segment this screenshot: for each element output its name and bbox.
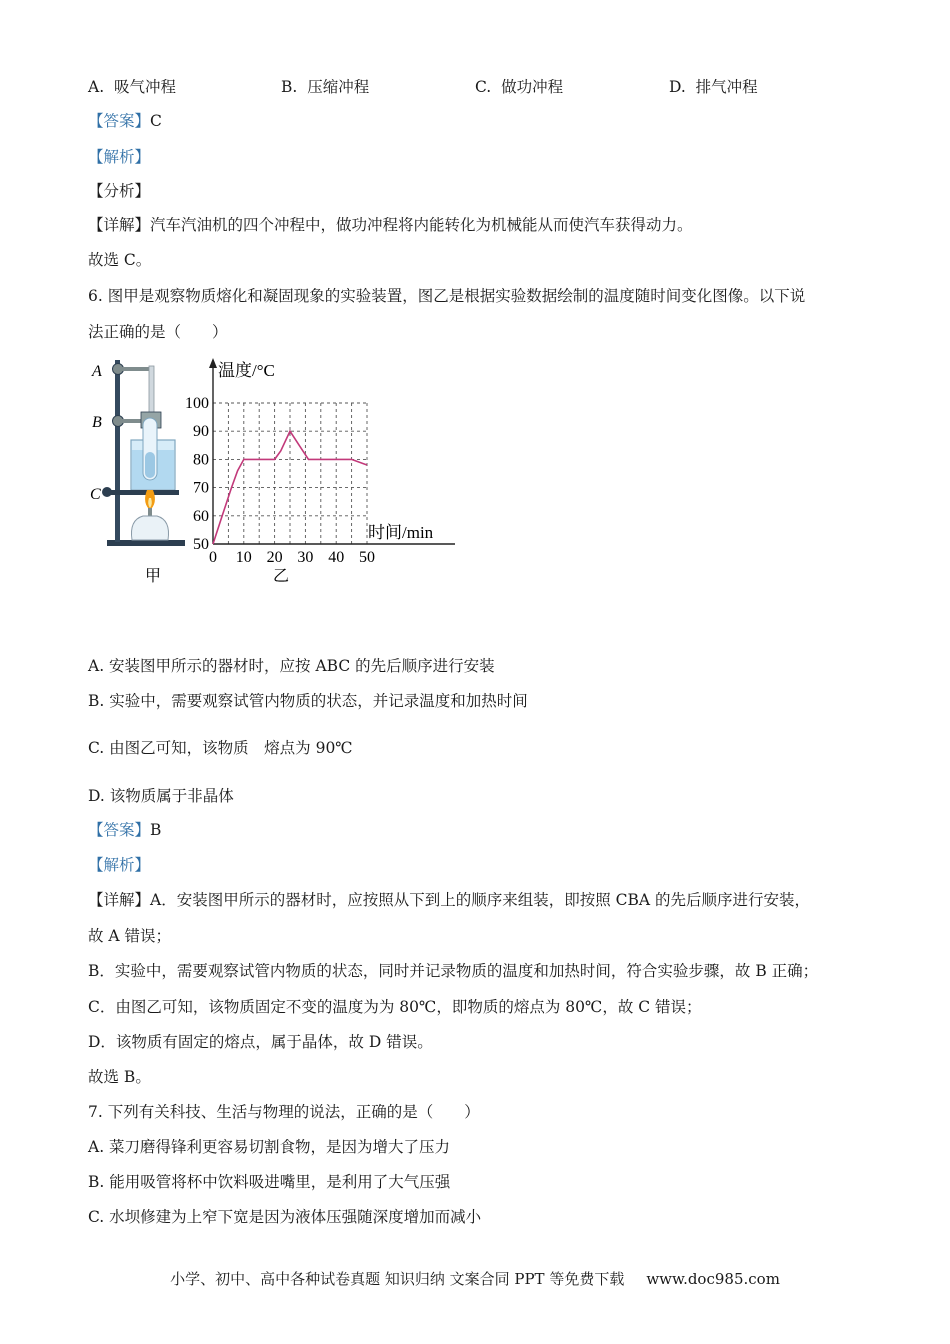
footer-text: 小学、初中、高中各种试卷真题 知识归纳 文案合同 PPT 等免费下载	[170, 1270, 625, 1288]
q5-analysis-tag: 【解析】	[88, 148, 151, 166]
x-tick-label: 50	[359, 549, 375, 566]
q5-conclusion: 故选 C。	[88, 251, 152, 269]
x-tick-label: 0	[209, 549, 217, 566]
y-axis-arrow	[209, 358, 217, 368]
clamp-a-arm	[121, 367, 151, 371]
q5-answer: 【答案】C	[88, 112, 162, 130]
q6-conclusion: 故选 B。	[88, 1068, 151, 1086]
y-tick-label: 50	[193, 536, 209, 553]
q7-stem: 7. 下列有关科技、生活与物理的说法，正确的是（ ）	[88, 1103, 480, 1121]
y-tick-label: 100	[185, 395, 209, 412]
q6-detail-line5: D．该物质有固定的熔点，属于晶体，故 D 错误。	[88, 1033, 433, 1051]
q7-option-a: A. 菜刀磨得锋利更容易切割食物，是因为增大了压力	[88, 1138, 451, 1156]
q7-option-c: C. 水坝修建为上窄下宽是因为液体压强随深度增加而减小	[88, 1208, 482, 1226]
x-axis-label: 时间/min	[368, 523, 434, 542]
apparatus-illustration	[90, 360, 185, 585]
q6-detail-line1: 【详解】A．安装图甲所示的器材时，应按照从下到上的顺序来组装，即按照 CBA 的先后顺序进行安装，	[88, 891, 811, 909]
q6-analysis-tag: 【解析】	[88, 856, 151, 874]
q5-option-d: D. 排气冲程	[669, 78, 758, 96]
y-tick-label: 90	[193, 423, 209, 441]
caption-yi: 乙	[273, 568, 290, 585]
q6-figure	[85, 352, 455, 592]
q5-option-c: C. 做功冲程	[475, 78, 564, 96]
q6-option-a: A. 安装图甲所示的器材时，应按 ABC 的先后顺序进行安装	[88, 657, 495, 675]
q6-stem-line2: 法正确的是（ ）	[88, 323, 228, 341]
q6-detail-line3: B．实验中，需要观察试管内物质的状态，同时并记录物质的温度和加热时间，符合实验步骤，故 B 正确；	[88, 962, 819, 980]
q6-option-c: C. 由图乙可知，该物质 熔点为 90℃	[88, 739, 353, 757]
q6-stem-line1: 6. 图甲是观察物质熔化和凝固现象的实验装置，图乙是根据实验数据绘制的温度随时间变化图像。以下说	[88, 287, 806, 305]
label-a: A	[92, 363, 102, 380]
x-tick-label: 40	[328, 549, 345, 566]
q5-fenxi-tag: 【分析】	[88, 182, 151, 200]
alcohol-lamp	[131, 516, 168, 540]
label-b: B	[92, 414, 102, 431]
x-tick-label: 10	[235, 549, 252, 566]
x-tick-label: 20	[266, 549, 283, 566]
q6-detail-line2: 故 A 错误；	[88, 927, 172, 945]
q5-option-a: A. 吸气冲程	[88, 78, 176, 96]
q5-detail: 【详解】汽车汽油机的四个冲程中，做功冲程将内能转化为机械能从而使汽车获得动力。	[88, 216, 693, 234]
q5-options	[88, 75, 868, 97]
iron-ring	[111, 490, 179, 495]
y-tick-label: 80	[193, 451, 209, 469]
caption-jia: 甲	[145, 568, 162, 585]
q7-option-b: B. 能用吸管将杯中饮料吸进嘴里，是利用了大气压强	[88, 1173, 451, 1191]
y-axis-label: 温度/°C	[218, 361, 275, 380]
q5-option-b: B. 压缩冲程	[281, 78, 370, 96]
clamp-c-knob	[102, 487, 112, 497]
footer-url[interactable]: www.doc985.com	[646, 1270, 780, 1288]
q6-detail-line4: C．由图乙可知，该物质固定不变的温度为为 80℃，即物质的熔点为 80℃，故 C 错误；	[88, 998, 702, 1016]
page-footer	[0, 1268, 950, 1289]
x-tick-label: 30	[297, 549, 314, 566]
q6-option-b: B. 实验中，需要观察试管内物质的状态，并记录温度和加热时间	[88, 692, 528, 710]
q6-answer: 【答案】B	[88, 821, 162, 839]
y-tick-label: 70	[193, 479, 209, 497]
stand-rod	[115, 360, 120, 542]
temperature-time-chart	[185, 358, 455, 585]
q6-option-d: D. 该物质属于非晶体	[88, 787, 234, 805]
label-c: C	[90, 486, 101, 503]
y-tick-label: 60	[193, 507, 209, 525]
test-tube-substance	[145, 452, 155, 478]
